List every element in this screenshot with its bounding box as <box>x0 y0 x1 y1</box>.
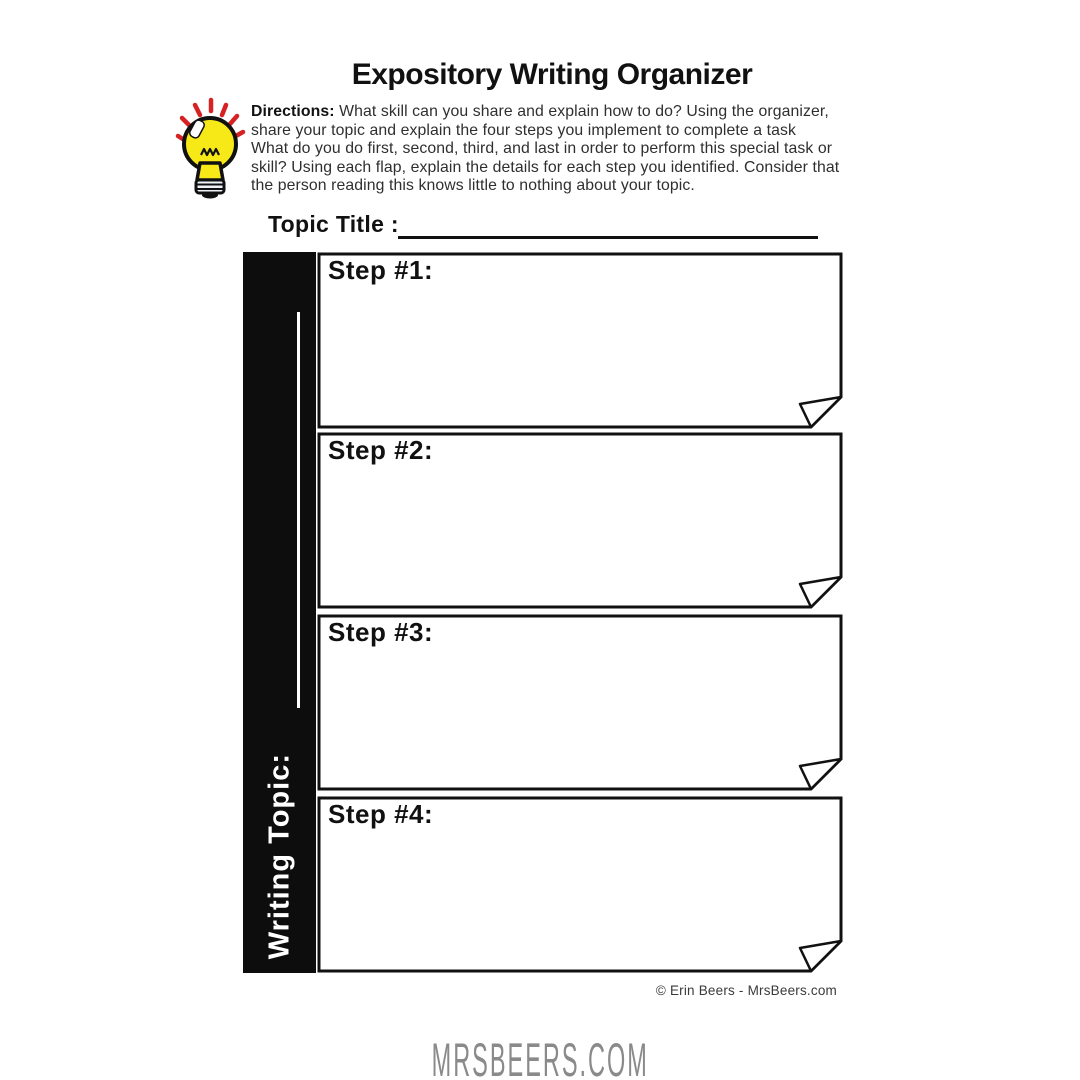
directions-line: skill? Using each flap, explain the details for each step you identified. Consider that <box>251 158 840 176</box>
directions-line: share your topic and explain the four steps you implement to complete a task <box>251 121 796 139</box>
topic-title-label: Topic Title : <box>268 211 399 237</box>
page-title: Expository Writing Organizer <box>351 58 753 91</box>
step-box-4 <box>317 796 843 973</box>
step-label: Step #3: <box>328 617 434 647</box>
watermark-container <box>0 1032 1080 1080</box>
step-label: Step #2: <box>328 435 434 465</box>
copyright-text: © Erin Beers - MrsBeers.com <box>655 983 837 998</box>
step-box-1 <box>317 252 843 429</box>
writing-topic-label: Writing Topic: <box>263 752 295 959</box>
step-box-3 <box>317 614 843 791</box>
topic-title-blank-line <box>398 208 818 239</box>
writing-topic-blank-line <box>297 312 300 708</box>
directions-line: Directions: What skill can you share and explain how to do? Using the organizer, <box>251 103 829 120</box>
directions-line: What do you do first, second, third, and last in order to perform this special task or <box>251 140 833 158</box>
lightbulb-icon <box>166 92 254 200</box>
directions-label: Directions: <box>251 103 335 120</box>
step-label: Step #1: <box>328 255 434 285</box>
step-box-2 <box>317 432 843 609</box>
directions-text <box>251 103 891 196</box>
watermark-text: MRSBEERS.COM <box>431 1033 649 1080</box>
directions-line: the person reading this knows little to nothing about your topic. <box>251 177 695 195</box>
step-label: Step #4: <box>328 799 434 829</box>
writing-topic-sidebar <box>243 252 316 973</box>
